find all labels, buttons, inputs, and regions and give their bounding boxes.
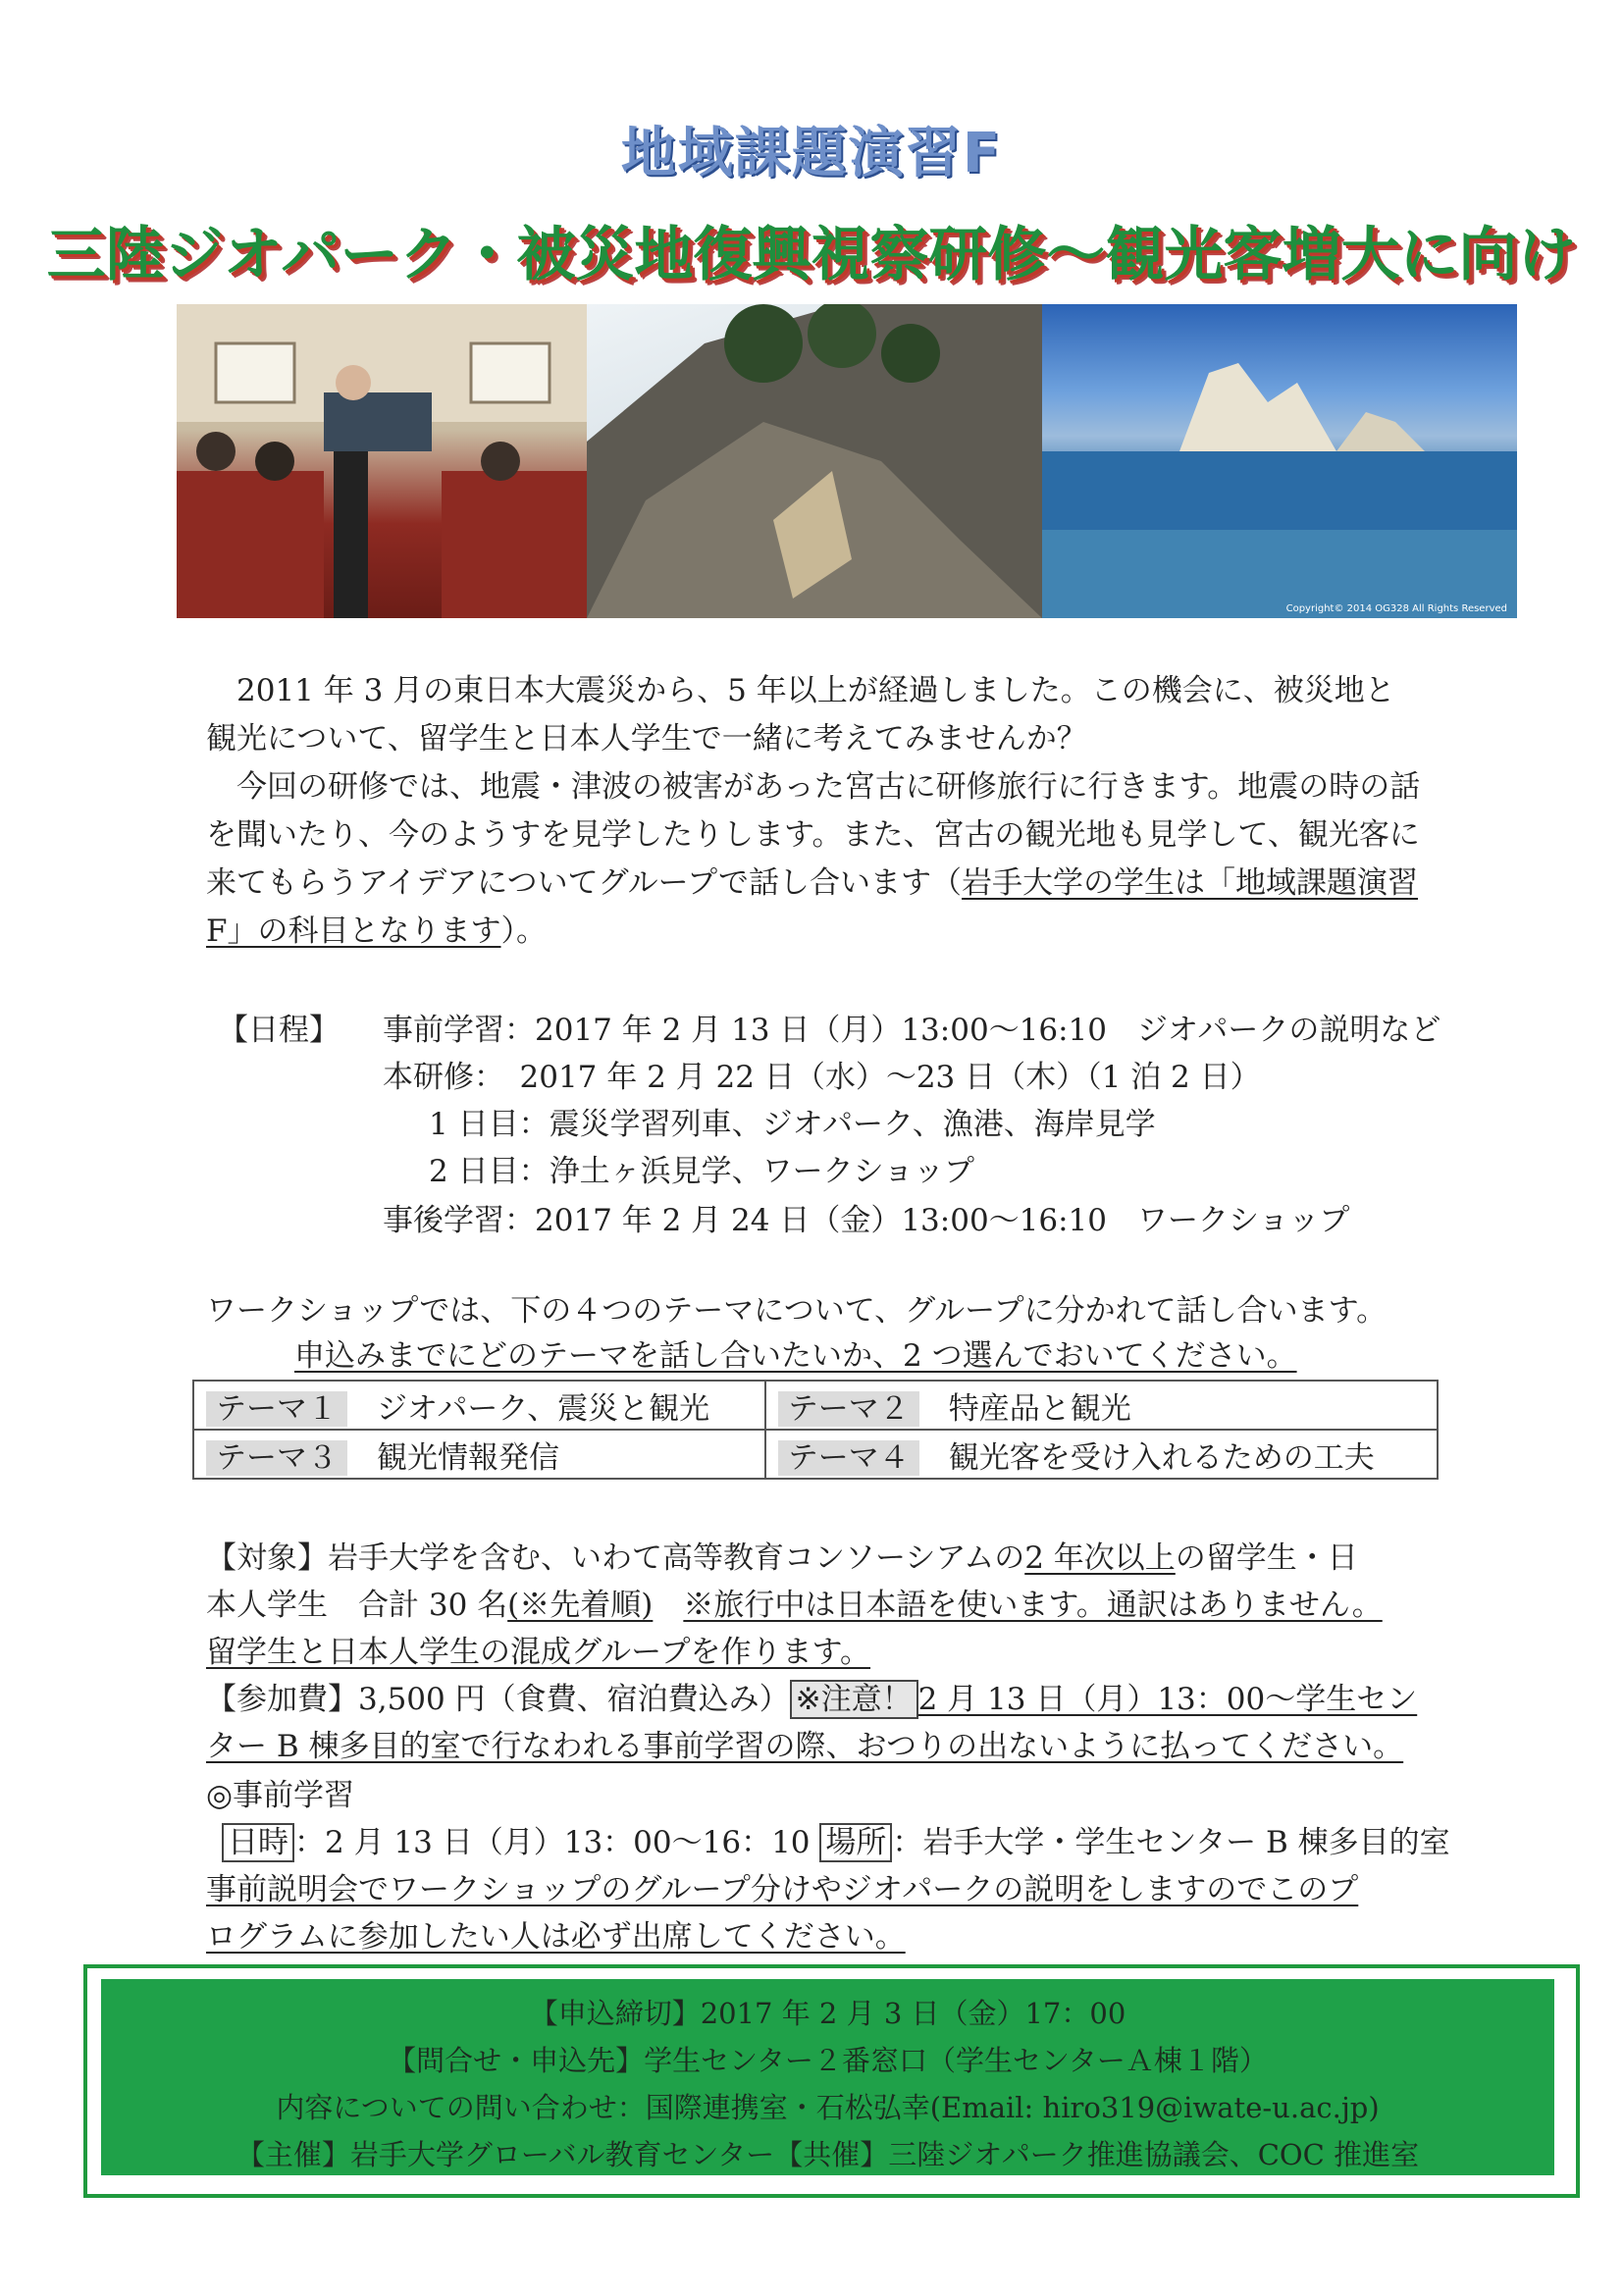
target-text-b: の留学生・日 (1175, 1540, 1358, 1576)
theme-cell-3 (193, 1430, 765, 1479)
theme-cell-1 (193, 1381, 765, 1430)
pre-study-details (222, 1817, 1448, 1861)
schedule-label: 【日程】 (218, 1013, 340, 1048)
footer-deadline: 【申込締切】2017 年 2 月 3 日（金）17：00 (529, 1997, 1126, 2030)
schedule-pre-study: 事前学習：2017 年 2 月 13 日（月）13:00～16:10 ジオパークの説明など (383, 1013, 1441, 1048)
theme-row (193, 1381, 1438, 1430)
page-title: 地域課題演習F (620, 122, 1003, 185)
fee-caution-badge: ※注意！ (790, 1680, 918, 1719)
pre-study-place: ：岩手大学・学生センター B 棟多目的室 (892, 1825, 1450, 1860)
schedule-main-trip: 本研修： 2017 年 2 月 22 日（水）～23 日（木）（1 泊 2 日） (383, 1060, 1261, 1095)
intro-p2-text-b: ）。 (500, 913, 548, 949)
target-text-c: 本人学生 合計 30 名 (206, 1588, 508, 1623)
sea-photo-illustration (1042, 304, 1517, 618)
fee-payment-note-b: ター B 棟多目的室で行なわれる事前学習の際、おつりの出ないように払ってください。 (206, 1729, 1404, 1764)
fee-payment-note-a: 2 月 13 日（月）13：00～学生セン (917, 1682, 1418, 1717)
theme-text-2: 特産品と観光 (948, 1390, 1131, 1427)
geopark-cliff-photo (587, 304, 1042, 618)
target-first-come: (※先着順) (507, 1588, 654, 1623)
schedule-day2: 2 日目：浄土ヶ浜見学、ワークショップ (429, 1154, 974, 1189)
intro-p2-course-note: 岩手大学の学生は「地域課題演習F」の科目となります (206, 865, 1419, 949)
fee-label: 【参加費】 (206, 1682, 358, 1717)
theme-text-4: 観光客を受け入れるための工夫 (948, 1439, 1375, 1476)
theme-text-1: ジオパーク、震災と観光 (377, 1390, 710, 1427)
pre-study-note-b: ログラムに参加したい人は必ず出席してください。 (206, 1919, 906, 1955)
schedule-day1: 1 日目：震災学習列車、ジオパーク、漁港、海岸見学 (429, 1107, 1156, 1142)
workshop-intro: ワークショップでは、下の４つのテーマについて、グループに分かれて話し合います。 (206, 1293, 1387, 1329)
theme-row (193, 1430, 1438, 1479)
photo-copyright: Copyright© 2014 OG328 All Rights Reserved (1285, 603, 1507, 614)
pre-study-heading: ◎事前学習 (206, 1778, 355, 1813)
theme-label-3: テーマ３ (206, 1440, 347, 1476)
jodogahama-sea-photo (1042, 304, 1517, 618)
intro-p2-text-a: 今回の研修では、地震・津波の被害があった宮古に研修旅行に行きます。地震の時の話を聞いたり、今のようすを見学したりします。また、宮古の観光地も見学して、観光客に来てもらうアイデアについてグループで話し合います（ (206, 769, 1421, 901)
theme-label-1: テーマ１ (206, 1391, 347, 1427)
cliff-photo-illustration (587, 304, 1042, 618)
theme-cell-4 (765, 1430, 1438, 1479)
intro-paragraph-1: 2011 年 3 月の東日本大震災から、5 年以上が経過しました。この機会に、被災地と観光について、留学生と日本人学生で一緒に考えてみませんか？ (206, 673, 1395, 757)
train-photo-illustration (177, 304, 587, 618)
target-text-a: 岩手大学を含む、いわて高等教育コンソーシアムの (328, 1540, 1025, 1576)
target-line-1 (206, 1533, 1442, 1577)
footer-contact: 【問合せ・申込先】学生センター２番窓口（学生センターＡ棟１階） (388, 2044, 1268, 2077)
pre-study-date-label: 日時 (222, 1823, 294, 1862)
schedule-post-study: 事後学習：2017 年 2 月 24 日（金）13:00～16:10 ワークショップ (383, 1203, 1350, 1238)
footer-inquiry: 内容についての問い合わせ：国際連携室・石松弘幸(Email: hiro319@iwate-u.ac.jp) (276, 2091, 1380, 2124)
target-label: 【対象】 (206, 1540, 328, 1576)
pre-study-place-label: 場所 (819, 1823, 892, 1862)
target-group-note: 留学生と日本人学生の混成グループを作ります。 (206, 1635, 871, 1670)
target-line-2 (206, 1580, 1442, 1624)
target-language-note: ※旅行中は日本語を使います。通訳はありません。 (683, 1588, 1383, 1623)
fee-line-1 (206, 1674, 1452, 1718)
theme-label-2: テーマ２ (778, 1391, 919, 1427)
page-subtitle: 三陸ジオパーク・被災地復興視察研修～観光客増大に向け (46, 221, 1577, 289)
pre-study-date: ：2 月 13 日（月）13：00～16：10 (294, 1825, 811, 1860)
train-lecture-photo (177, 304, 587, 618)
theme-text-3: 観光情報発信 (377, 1439, 559, 1476)
workshop-instruction: 申込みまでにどのテーマを話し合いたいか、2 つ選んでおいてください。 (294, 1338, 1297, 1374)
theme-cell-2 (765, 1381, 1438, 1430)
intro-paragraph-2 (206, 763, 1423, 956)
pre-study-note-a: 事前説明会でワークショップのグループ分けやジオパークの説明をしますのでこのプ (206, 1872, 1359, 1907)
theme-table (192, 1380, 1439, 1480)
footer-host: 【主催】岩手大学グローバル教育センター【共催】三陸ジオパーク推進協議会、COC 推進室 (236, 2138, 1420, 2171)
target-year-requirement: 2 年次以上 (1024, 1540, 1176, 1576)
fee-amount: 3,500 円（食費、宿泊費込み） (358, 1682, 790, 1717)
theme-label-4: テーマ４ (778, 1440, 919, 1476)
